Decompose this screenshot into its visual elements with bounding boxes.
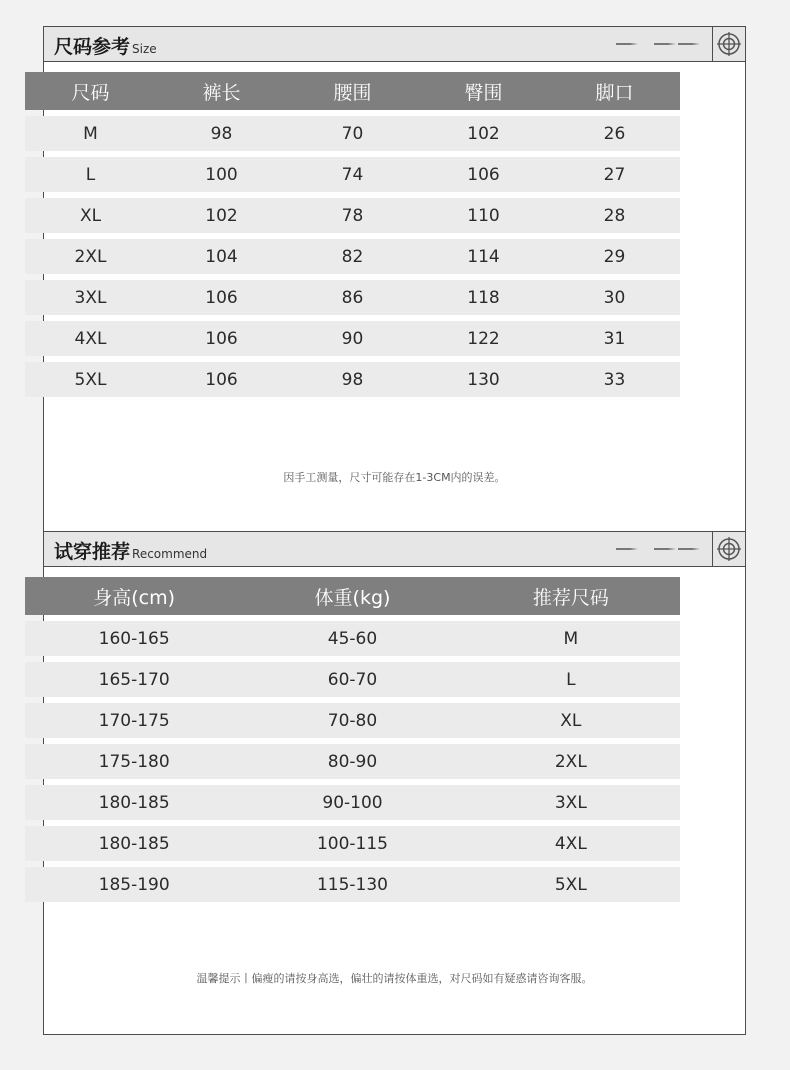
recommend-table	[25, 571, 680, 908]
table-cell: 5XL	[462, 867, 680, 902]
table-cell: 78	[287, 198, 418, 233]
table-cell: 122	[418, 321, 549, 356]
table-cell: 118	[418, 280, 549, 315]
table-cell: M	[25, 116, 156, 151]
table-cell: 180-185	[25, 785, 243, 820]
table-cell: 175-180	[25, 744, 243, 779]
table-cell: 45-60	[243, 621, 461, 656]
table-cell: 115-130	[243, 867, 461, 902]
col-header: 腰围	[287, 72, 418, 110]
table-cell: 2XL	[25, 239, 156, 274]
col-header: 裤长	[156, 72, 287, 110]
table-row	[25, 621, 680, 656]
table-cell: 26	[549, 116, 680, 151]
arrow-right-icon	[616, 39, 702, 49]
table-cell: 170-175	[25, 703, 243, 738]
table-cell: L	[25, 157, 156, 192]
table-cell: 31	[549, 321, 680, 356]
table-row	[25, 867, 680, 902]
col-header: 尺码	[25, 72, 156, 110]
table-cell: 27	[549, 157, 680, 192]
table-row	[25, 116, 680, 151]
recommend-table-header	[25, 577, 680, 615]
table-cell: 70	[287, 116, 418, 151]
target-button	[712, 27, 745, 61]
recommend-title-en: Recommend	[132, 547, 208, 561]
table-row	[25, 362, 680, 397]
table-cell: 106	[156, 280, 287, 315]
col-header: 身高(cm)	[25, 577, 243, 615]
table-cell: 30	[549, 280, 680, 315]
table-cell: 74	[287, 157, 418, 192]
table-cell: 2XL	[462, 744, 680, 779]
size-title-en: Size	[132, 42, 157, 56]
col-header: 体重(kg)	[243, 577, 461, 615]
table-cell: 90	[287, 321, 418, 356]
table-row	[25, 662, 680, 697]
table-cell: 82	[287, 239, 418, 274]
size-section-header	[44, 27, 745, 62]
recommend-section-title	[54, 537, 207, 564]
table-row	[25, 744, 680, 779]
table-cell: 4XL	[462, 826, 680, 861]
table-cell: 29	[549, 239, 680, 274]
fitting-tip-note: 温馨提示丨偏瘦的请按身高选，偏壮的请按体重选，对尺码如有疑惑请咨询客服。	[196, 972, 593, 985]
table-cell: 106	[156, 321, 287, 356]
size-table	[25, 66, 680, 403]
table-cell: XL	[462, 703, 680, 738]
table-cell: 102	[418, 116, 549, 151]
table-cell: 110	[418, 198, 549, 233]
table-row	[25, 703, 680, 738]
recommend-title-cn: 试穿推荐	[54, 541, 131, 563]
size-table-header	[25, 72, 680, 110]
table-cell: L	[462, 662, 680, 697]
table-cell: 28	[549, 198, 680, 233]
table-row	[25, 785, 680, 820]
table-cell: 100-115	[243, 826, 461, 861]
table-cell: 114	[418, 239, 549, 274]
table-row	[25, 157, 680, 192]
table-cell: 80-90	[243, 744, 461, 779]
table-cell: 86	[287, 280, 418, 315]
target-button	[712, 532, 745, 566]
recommend-section-header	[44, 532, 745, 567]
table-cell: 33	[549, 362, 680, 397]
col-header: 推荐尺码	[462, 577, 680, 615]
table-cell: 98	[287, 362, 418, 397]
table-cell: 3XL	[25, 280, 156, 315]
table-cell: 104	[156, 239, 287, 274]
table-cell: 98	[156, 116, 287, 151]
table-cell: 60-70	[243, 662, 461, 697]
crosshair-target-icon	[717, 32, 741, 56]
table-cell: 102	[156, 198, 287, 233]
table-cell: XL	[25, 198, 156, 233]
table-row	[25, 321, 680, 356]
table-row	[25, 280, 680, 315]
table-row	[25, 198, 680, 233]
crosshair-target-icon	[717, 537, 741, 561]
table-cell: 165-170	[25, 662, 243, 697]
table-row	[25, 826, 680, 861]
table-cell: M	[462, 621, 680, 656]
table-cell: 4XL	[25, 321, 156, 356]
table-row	[25, 239, 680, 274]
measurement-note: 因手工测量，尺寸可能存在1-3CM内的误差。	[283, 471, 506, 484]
size-title-cn: 尺码参考	[54, 36, 131, 58]
table-cell: 3XL	[462, 785, 680, 820]
table-cell: 185-190	[25, 867, 243, 902]
table-cell: 130	[418, 362, 549, 397]
size-section-title	[54, 32, 157, 59]
col-header: 臀围	[418, 72, 549, 110]
table-cell: 106	[156, 362, 287, 397]
table-cell: 70-80	[243, 703, 461, 738]
table-cell: 180-185	[25, 826, 243, 861]
col-header: 脚口	[549, 72, 680, 110]
table-cell: 100	[156, 157, 287, 192]
table-cell: 90-100	[243, 785, 461, 820]
arrow-right-icon	[616, 544, 702, 554]
table-cell: 160-165	[25, 621, 243, 656]
table-cell: 106	[418, 157, 549, 192]
table-cell: 5XL	[25, 362, 156, 397]
